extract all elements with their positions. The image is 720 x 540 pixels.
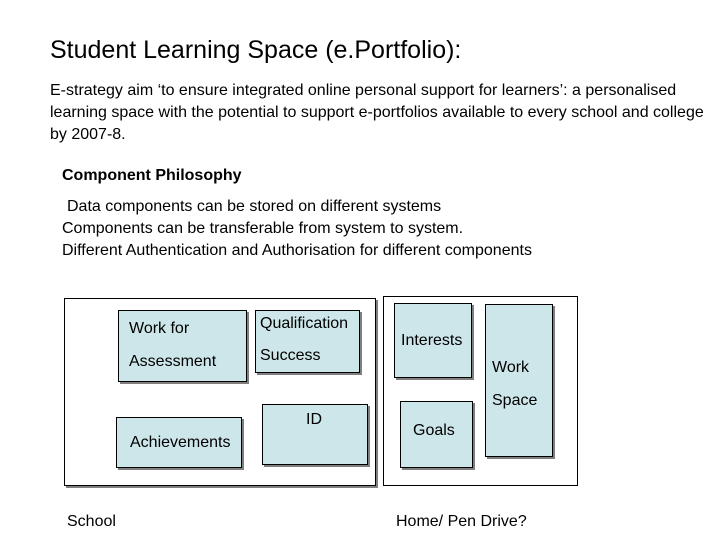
- space-label: Space: [492, 392, 538, 409]
- point-authentication: Different Authentication and Authorisation for different components: [62, 242, 532, 259]
- interests-label: Interests: [401, 332, 463, 349]
- id-label: ID: [306, 411, 322, 428]
- qualification-label: Qualification: [260, 315, 349, 332]
- section-heading: Component Philosophy: [62, 167, 242, 184]
- home-pen-drive-label: Home/ Pen Drive?: [396, 513, 527, 530]
- school-label: School: [67, 513, 116, 530]
- work-label: Work: [492, 359, 530, 376]
- work-for-label: Work for: [129, 320, 190, 337]
- slide-title: Student Learning Space (e.Portfolio):: [50, 36, 462, 64]
- goals-label: Goals: [413, 422, 455, 439]
- assessment-label: Assessment: [129, 353, 217, 370]
- work-space-component: [485, 304, 553, 457]
- intro-paragraph: E-strategy aim ‘to ensure integrated online personal support for learners’: a personalised learning space with the potential to support e-portfolios available to every school and college by 2007-8.: [50, 82, 704, 143]
- achievements-label: Achievements: [130, 434, 231, 451]
- philosophy-points: [62, 196, 532, 262]
- point-data-storage: Data components can be stored on different systems: [67, 198, 442, 215]
- success-label: Success: [260, 347, 321, 364]
- point-transferable: Components can be transferable from system to system.: [62, 220, 464, 237]
